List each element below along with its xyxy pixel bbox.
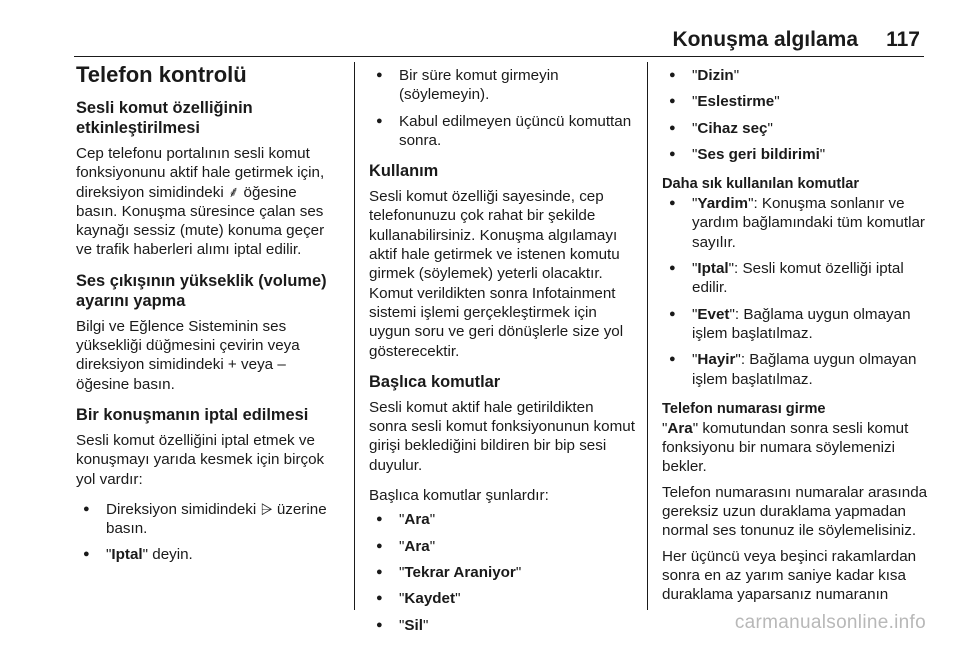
command-keyword: Hayir [697, 351, 736, 369]
list-item: ● "Kaydet" [369, 589, 635, 608]
heading-volume: Ses çıkışının yükseklik (volume) ayarını yapma [76, 271, 327, 310]
column-3 [662, 66, 928, 616]
cancel-list [76, 500, 342, 565]
column-2 [369, 66, 635, 646]
list-item: ● "Iptal": Sesli komut özelliği iptal edilir. [662, 259, 928, 298]
list-item: ● Kabul edilmeyen üçüncü komuttan sonra. [369, 112, 635, 151]
heading-enable-voice: Sesli komut özelliğinin etkinleştirilmesi [76, 99, 253, 137]
list-item: ● "Eslestirme" [662, 92, 928, 111]
list-item: ● "Evet": Bağlama uygun olmayan işlem başlatılmaz. [662, 305, 928, 344]
frequent-commands-list [662, 194, 928, 389]
list-item: ● Direksiyon simidindeki ⩥ üzerine basın. [76, 500, 342, 539]
list-item: ● "Iptal" deyin. [76, 545, 342, 564]
command-keyword: Yardim [697, 195, 749, 213]
command-keyword: Iptal [697, 260, 729, 278]
column-divider [354, 62, 355, 610]
list-item: ● "Yardim": Konuşma sonlanır ve yardım bağlamındaki tüm komutlar sayılır. [662, 194, 928, 252]
heading-cancel: Bir konuşmanın iptal edilmesi [76, 405, 309, 424]
command-keyword: Tekrar Araniyor [404, 563, 516, 581]
column-divider [647, 62, 648, 610]
paragraph-main-commands-intro: Başlıca komutlar şunlardır: [369, 487, 549, 505]
list-item: ● "Hayir": Bağlama uygun olmayan işlem başlatılmaz. [662, 350, 928, 389]
running-title: Konuşma algılama [672, 28, 858, 51]
page-number: 117 [886, 28, 920, 51]
heading-frequent-commands: Daha sık kullanılan komutlar [662, 176, 860, 193]
list-item: ● "Ses geri bildirimi" [662, 145, 928, 164]
paragraph-usage: Sesli komut özelliği sayesinde, cep telefonunuzu çok rahat bir şekilde kullanabilirsiniz. Konuşma algılamayı aktif hale getirmek ve istenen komutu girmek (söylemek) yeterli olacaktır. Komut verildikten sonra Infotainment sistemi işlemi gerçekleştirmek için uygun soru ve geri dönüşlerle size yol gösterecektir. [369, 188, 624, 360]
command-keyword: Sil [404, 616, 423, 634]
paragraph-main-commands: Sesli komut aktif hale getirildikten sonra sesli komut fonksiyonunun komut girişi beklediğini bildiren bir bip sesi duyulur. [369, 398, 635, 474]
paragraph-phone-number-1: "Ara" komutundan sonra sesli komut fonksiyonu bir numara söylemenizi bekler. [662, 419, 909, 476]
heading-phone-number: Telefon numarası girme [662, 400, 826, 417]
list-item: ● "Ara" [369, 510, 635, 529]
command-keyword: Dizin [697, 67, 734, 84]
command-keyword: Ses geri bildirimi [697, 145, 820, 163]
header-rule [74, 56, 924, 57]
command-keyword: Kaydet [404, 590, 456, 608]
command-keyword: Ara [404, 511, 430, 529]
list-item: ● "Ara" [369, 537, 635, 556]
list-item: ● "Sil" [369, 616, 635, 635]
paragraph-cancel: Sesli komut özelliğini iptal etmek ve konuşmayı yarıda kesmek için birçok yol vardır: [76, 431, 325, 488]
section-title: Telefon kontrolü [76, 62, 247, 87]
list-item: ● "Dizin" [662, 66, 928, 85]
list-item: ● Bir süre komut girmeyin (söylemeyin). [369, 66, 635, 105]
watermark: carmanualsonline.info [734, 612, 926, 633]
main-commands-list [369, 510, 635, 634]
paragraph-volume: Bilgi ve Eğlence Sisteminin ses yüksekliği düğmesini çevirin veya direksiyon simidindeki + veya – öğesine basın. [76, 317, 300, 393]
main-commands-list-continued [662, 66, 928, 164]
heading-usage: Kullanım [369, 162, 439, 181]
command-keyword: Evet [697, 305, 730, 323]
column-1 [76, 62, 342, 576]
command-keyword: Ara [667, 419, 693, 437]
command-keyword: Cihaz seç [697, 119, 768, 137]
command-keyword: Ara [404, 537, 430, 555]
cancel-list-continued [369, 66, 635, 150]
command-keyword: Eslestirme [697, 93, 775, 111]
page-header [0, 24, 960, 56]
paragraph-enable-voice: Cep telefonu portalının sesli komut fonksiyonunu aktif hale getirmek için, direksiyon simidindeki ⸙ öğesine basın. Konuşma süresince çalan ses kaynağı sessiz (mute) konuma geçer ve trafik haberleri alımı iptal edilir. [76, 145, 325, 259]
paragraph-phone-number-3: Her üçüncü veya beşinci rakamlardan sonra en az yarım saniye kadar kısa duraklama yaparsanız numaranın [662, 547, 917, 604]
paragraph-phone-number-2: Telefon numarasını numaralar arasında gereksiz uzun duraklama yapmadan normal ses tonunuz ile söylemelisiniz. [662, 483, 928, 540]
command-keyword: Iptal [111, 546, 143, 564]
list-item: ● "Tekrar Araniyor" [369, 563, 635, 582]
list-item: ● "Cihaz seç" [662, 119, 928, 138]
heading-main-commands: Başlıca komutlar [369, 372, 501, 391]
